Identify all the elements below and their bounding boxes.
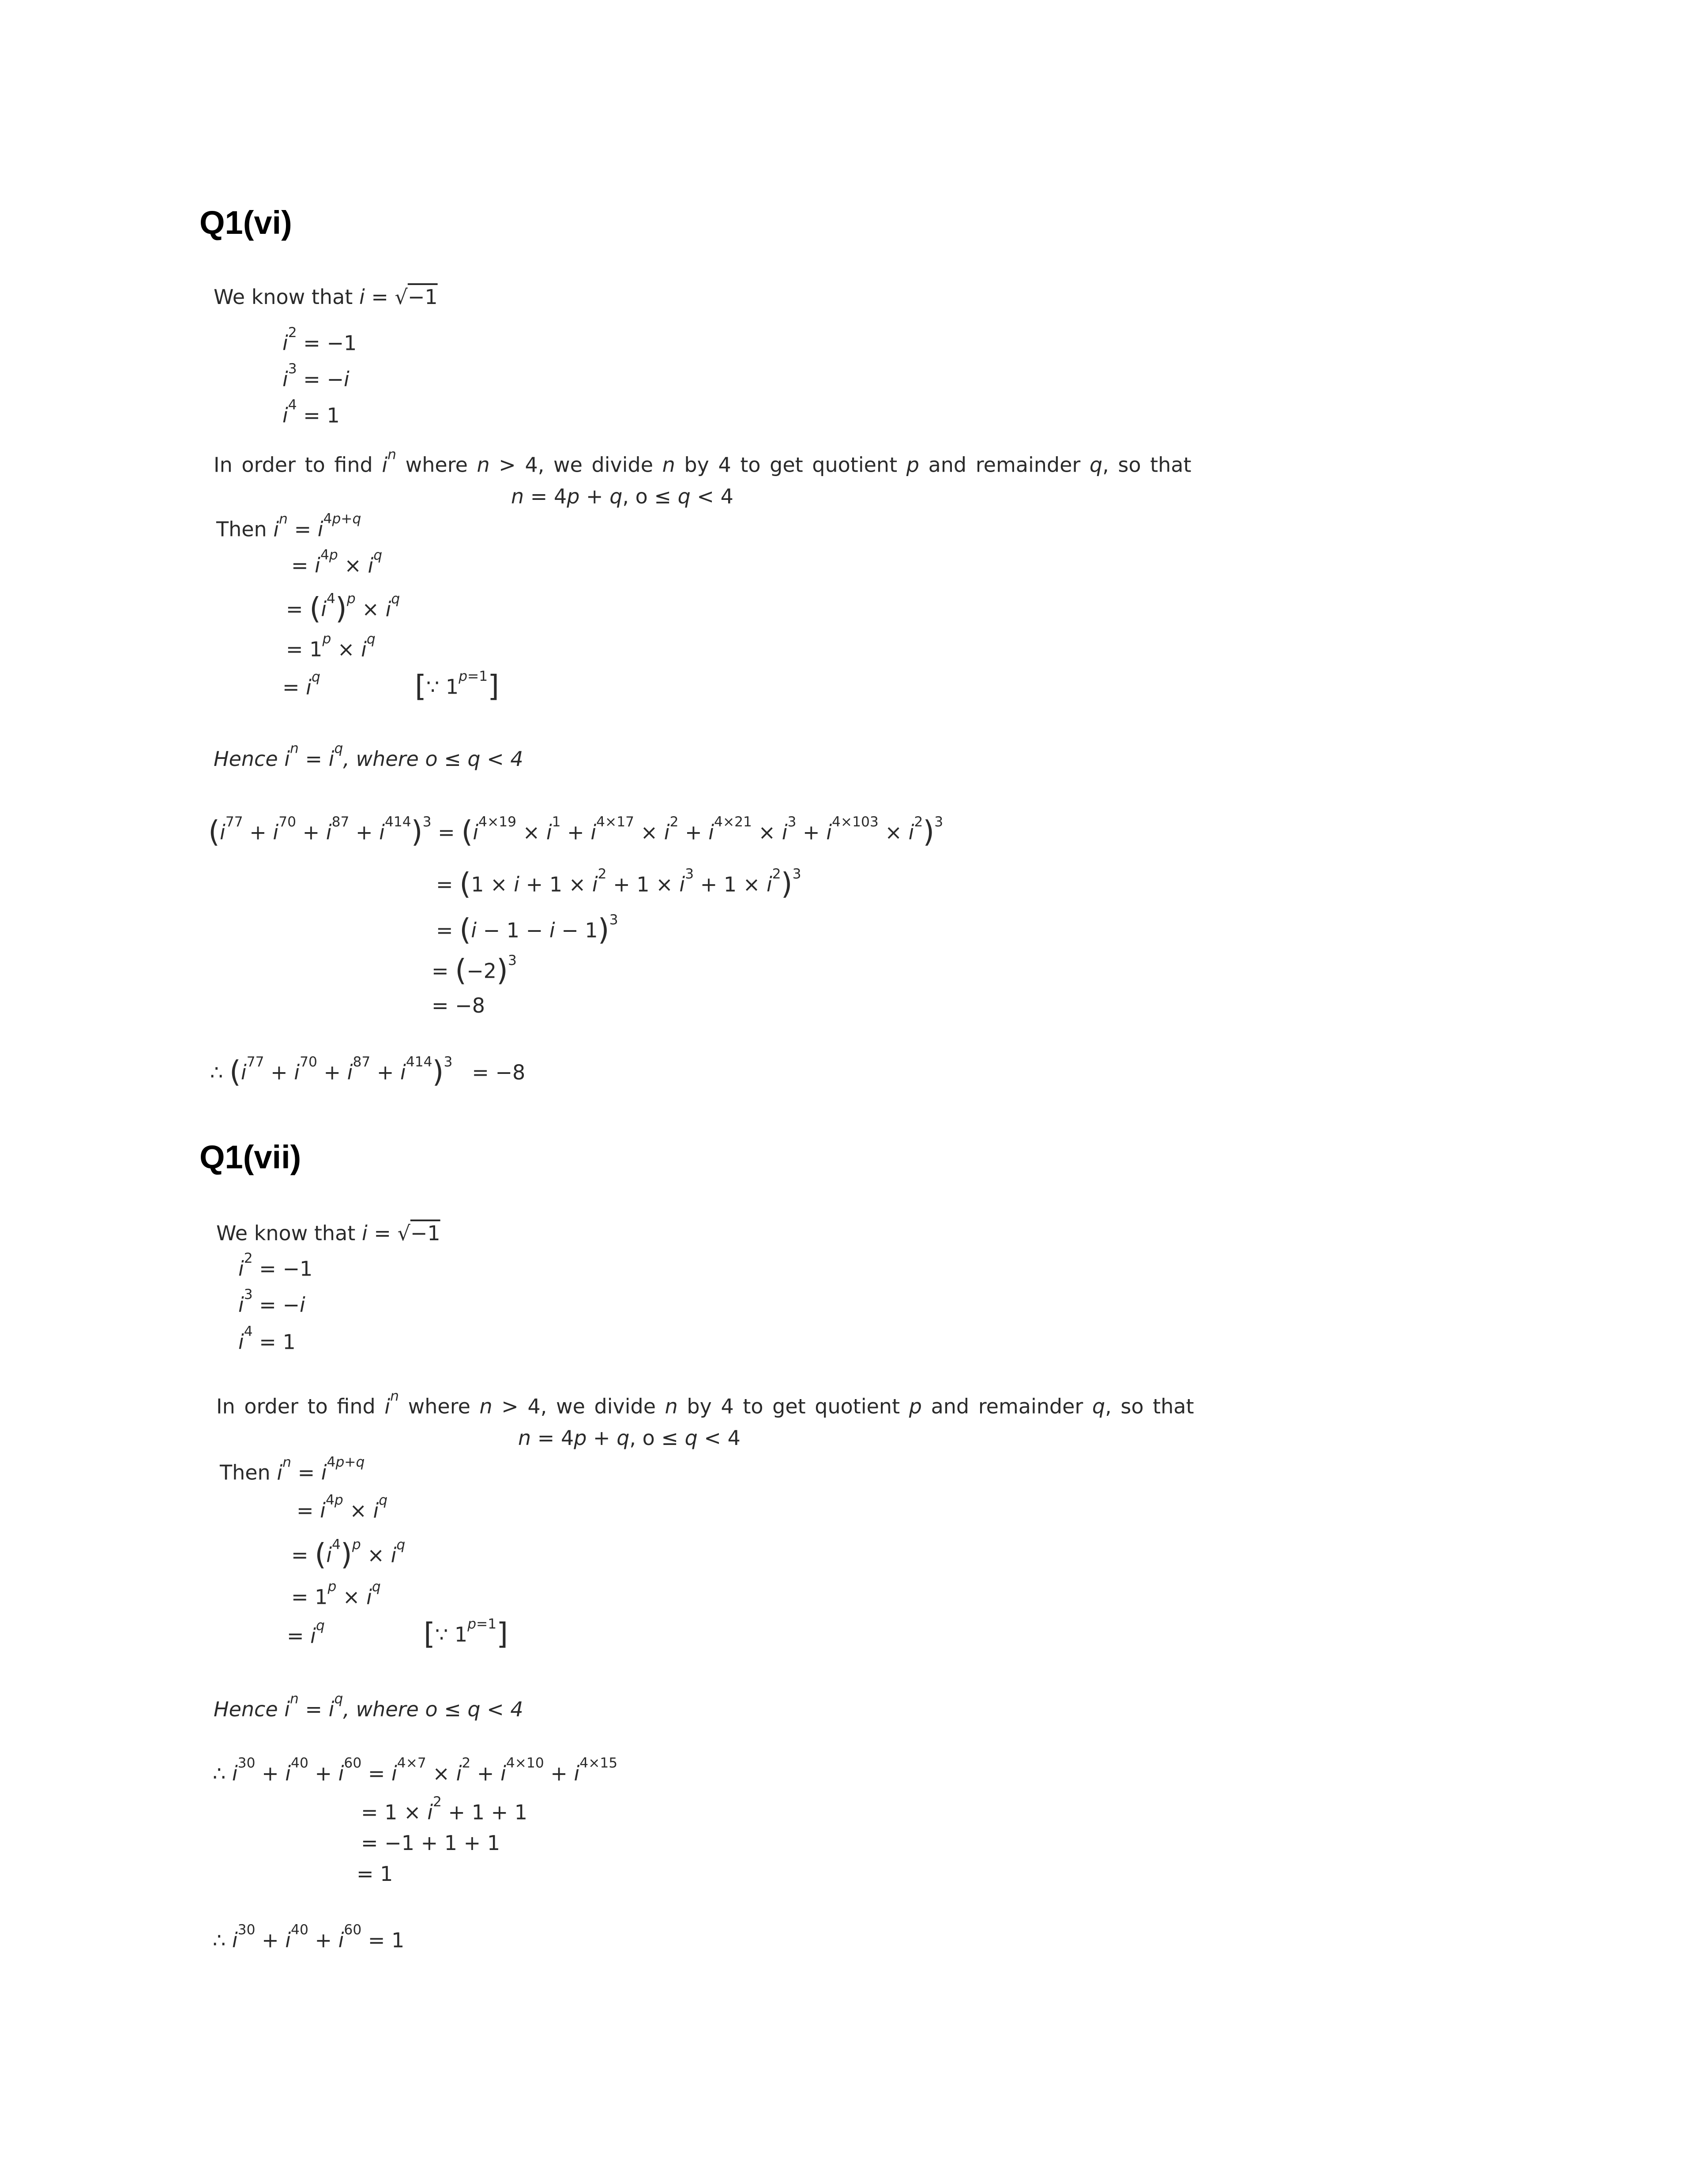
math-line: = −1 + 1 + 1 <box>361 1831 500 1855</box>
math-line: = $i^{4p} \times i^q$ <box>291 547 383 578</box>
math-line: = $(1 \times i + 1 \times i^2 + 1 \times i^3 + 1 \times i^2)^3$ <box>436 866 801 901</box>
math-line: $i^4 = 1$ <box>282 397 340 428</box>
math-line: We know that i = √−1 <box>216 1221 440 1245</box>
math-line: Then $i^n = i^{4p+q}$ <box>220 1454 365 1485</box>
math-line: We know that i = √−1 <box>214 285 438 309</box>
math-line: = $i^q$ <box>287 1617 325 1648</box>
math-line: Then $i^n = i^{4p+q}$ <box>216 511 361 541</box>
math-line: Hence $i^n = i^q$, where o ≤ q < 4 <box>214 740 523 771</box>
math-line: = $i^{4p} \times i^q$ <box>297 1492 388 1523</box>
math-line: n = 4p + q, o ≤ q < 4 <box>518 1426 741 1450</box>
math-line: [∵ $1^{p=1}$] <box>415 668 500 703</box>
math-line: = $(i - 1 - i - 1)^3$ <box>436 912 618 947</box>
section-heading-vi: Q1(vi) <box>199 204 292 241</box>
section-heading-vii: Q1(vii) <box>199 1139 301 1175</box>
math-line: = $(-2)^3$ <box>432 952 517 987</box>
math-line: n = 4p + q, o ≤ q < 4 <box>511 484 733 508</box>
math-line: $i^3 = -i$ <box>282 361 350 391</box>
math-line: = −8 <box>432 994 485 1017</box>
math-line: = $(i^4)^p \times i^q$ <box>286 590 400 626</box>
math-line: $i^2 = -1$ <box>238 1250 313 1281</box>
math-line: [∵ $1^{p=1}$] <box>424 1616 508 1651</box>
math-line: ∴ $i^{30} + i^{40} + i^{60} = 1$ <box>213 1922 405 1952</box>
math-line: $i^3 = -i$ <box>238 1287 305 1317</box>
math-line: Hence $i^n = i^q$, where o ≤ q < 4 <box>214 1691 523 1721</box>
math-line: $(i^{77} + i^{70} + i^{87} + i^{414})^3 = (i^{4\times 19} \times i^1 + i^{4\times 17} \times i^2 + i^{4\times 21} \times i^3 + i^{4\times 103} \times i^2)^3$ <box>208 814 944 849</box>
math-line: ∴ $(i^{77} + i^{70} + i^{87} + i^{414})^3 = -8$ <box>210 1054 526 1089</box>
math-line: In order to find $i^n$ where n > 4, we divide n by 4 to get quotient p and remainder q, so that <box>214 447 1192 477</box>
math-line: = $1^p \times i^q$ <box>291 1579 381 1609</box>
math-line: = $1 \times i^2 + 1 + 1$ <box>361 1794 528 1824</box>
math-line: ∴ $i^{30} + i^{40} + i^{60} = i^{4\times 7} \times i^2 + i^{4\times 10} + i^{4\times 15}$ <box>213 1755 618 1786</box>
math-line: = $1^p \times i^q$ <box>286 631 376 661</box>
math-line: $i^4 = 1$ <box>238 1324 296 1354</box>
math-line: = $(i^4)^p \times i^q$ <box>291 1536 406 1572</box>
math-line: $i^2 = -1$ <box>282 325 357 355</box>
math-line: = 1 <box>357 1862 393 1886</box>
math-line: = $i^q$ <box>282 669 320 699</box>
math-line: In order to find $i^n$ where n > 4, we divide n by 4 to get quotient p and remainder q, so that <box>216 1388 1194 1418</box>
